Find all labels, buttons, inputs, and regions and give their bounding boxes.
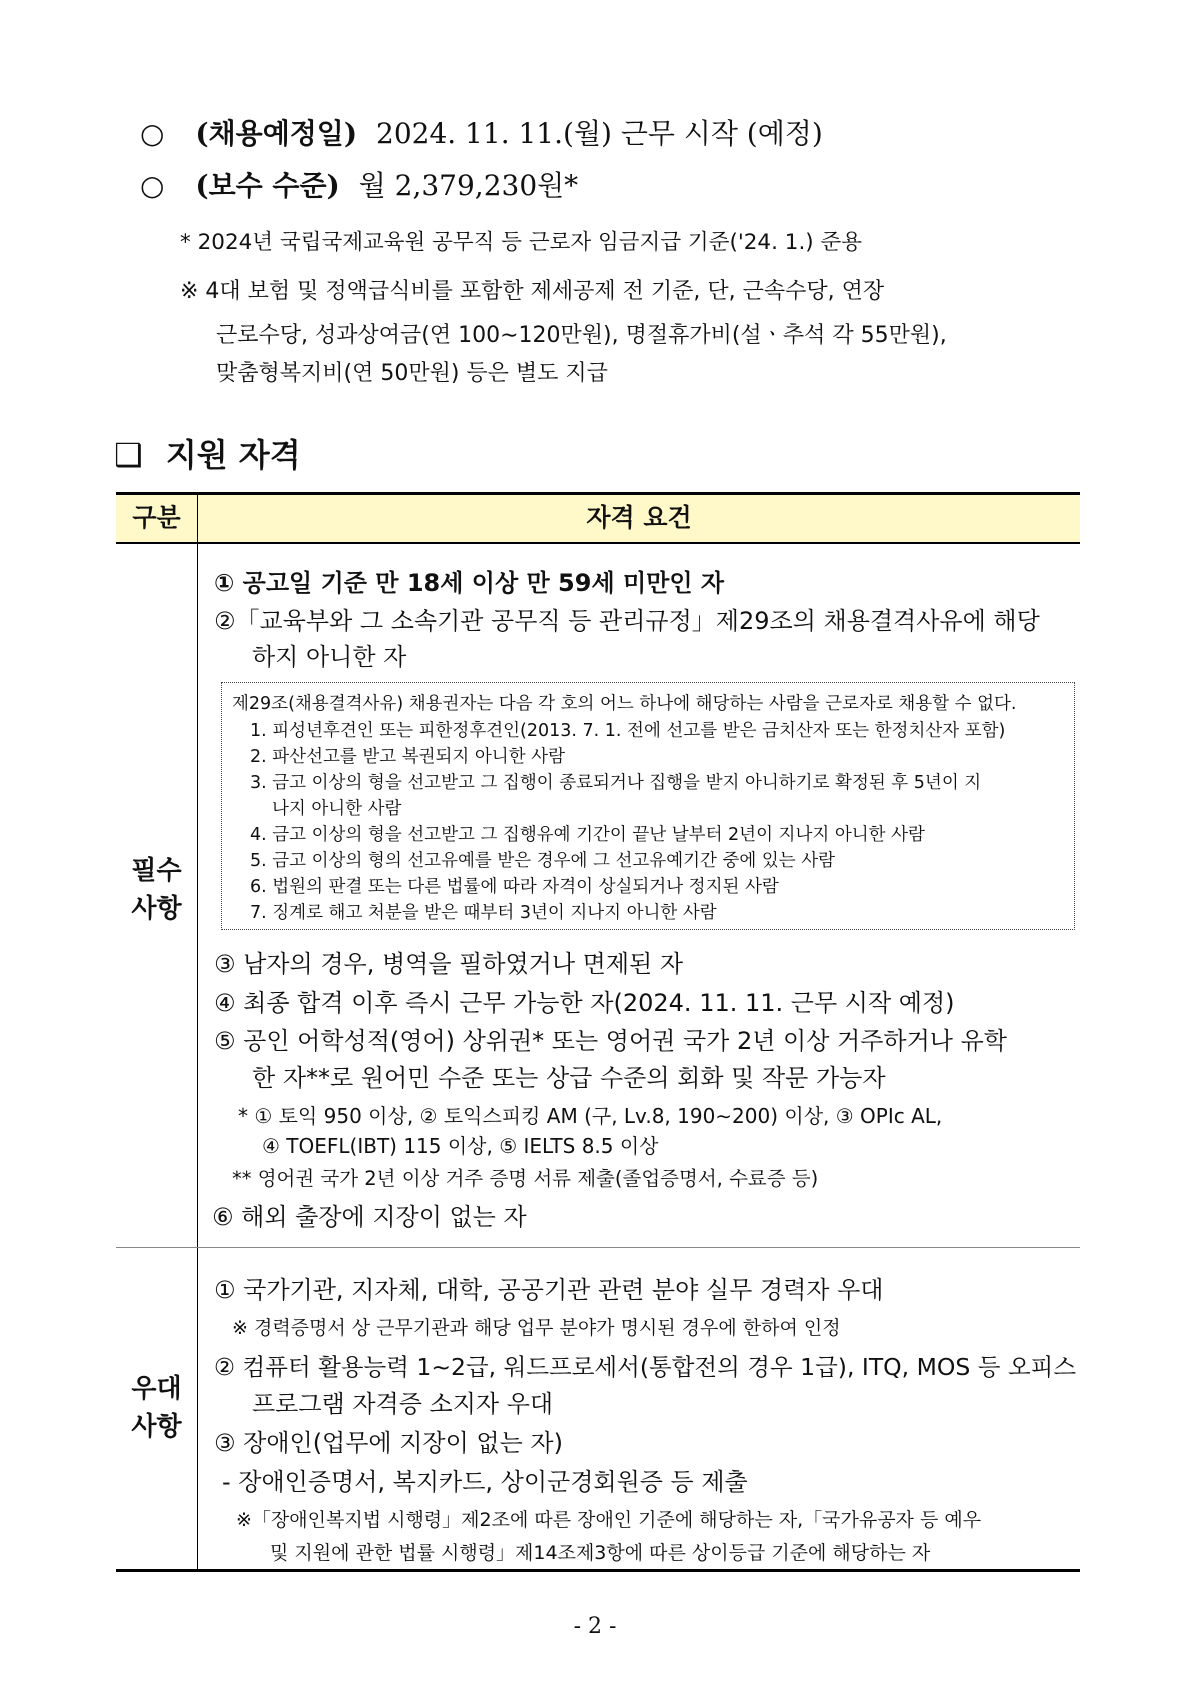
article-29-title: 제29조(채용결격사유) 채용권자는 다음 각 호의 어느 하나에 해당하는 사람을 근로자로 채용할 수 없다. (232, 694, 1017, 714)
bullet-circle: ○ (140, 117, 165, 150)
preferred-item-3-sub: - 장애인증명서, 복지카드, 상이군경회원증 등 제출 (222, 1468, 748, 1496)
hiring-date-line (140, 112, 823, 152)
article-29-clause-3-line2: 나지 아니한 사람 (272, 799, 402, 819)
career-proof-note: ※ 경력증명서 상 근무기관과 해당 업무 분야가 명시된 경우에 한하여 인정 (232, 1317, 841, 1339)
article-29-clause-2: 2. 파산선고를 받고 복권되지 아니한 사람 (250, 747, 565, 767)
disability-note-line1: ※「장애인복지법 시행령」제2조에 따른 장애인 기준에 해당하는 자,「국가유공자 등 예우 (236, 1509, 982, 1531)
required-label-line2: 사항 (131, 894, 182, 924)
checkbox-square-icon: ❑ (114, 436, 143, 474)
column-divider (197, 495, 198, 1572)
required-item-5-line1: ⑤ 공인 어학성적(영어) 상위권* 또는 영어권 국가 2년 이상 거주하거나 유학 (214, 1027, 1007, 1055)
required-item-5-line2: 한 자**로 원어민 수준 또는 상급 수준의 회화 및 작문 가능자 (252, 1064, 886, 1092)
article-29-clause-4: 4. 금고 이상의 형을 선고받고 그 집행유예 기간이 끝난 날부터 2년이 지나지 아니한 사람 (250, 825, 925, 845)
salary-note-2-line2: 근로수당, 성과상여금(연 100∼120만원), 명절휴가비(설ㆍ추석 각 55만원), (216, 323, 947, 348)
table-bottom-border (116, 1569, 1080, 1572)
article-29-clause-6: 6. 법원의 판결 또는 다른 법률에 따라 자격이 상실되거나 정지된 사람 (250, 877, 779, 897)
language-score-note-line1: * ① 토익 950 이상, ② 토익스피킹 AM (구, Lv.8, 190∼200) 이상, ③ OPIc AL, (238, 1104, 943, 1128)
salary-note: * 2024년 국립국제교육원 공무직 등 근로자 임금지급 기준('24. 1.) 준용 (180, 230, 863, 255)
header-category: 구분 (132, 503, 181, 532)
preferred-item-2-line1: ② 컴퓨터 활용능력 1~2급, 워드프로세서(통합전의 경우 1급), ITQ, MOS 등 오피스 (214, 1353, 1077, 1381)
salary-note-2-line3: 맞춤형복지비(연 50만원) 등은 별도 지급 (216, 361, 608, 386)
section-heading (114, 430, 301, 476)
hiring-date-label: (채용예정일) (195, 117, 358, 150)
preferred-label (116, 1370, 197, 1446)
salary-note-2-line1: ※ 4대 보험 및 정액급식비를 포함한 제세공제 전 기준, 단, 근속수당, 연장 (180, 279, 885, 304)
disability-note-line2: 및 지원에 관한 법률 시행령」제14조제3항에 따른 상이등급 기준에 해당하는 자 (270, 1542, 931, 1564)
salary-label: (보수 수준) (195, 169, 340, 202)
preferred-item-1: ① 국가기관, 지자체, 대학, 공공기관 관련 분야 실무 경력자 우대 (214, 1276, 884, 1304)
section-title: 지원 자격 (165, 436, 301, 474)
article-29-clause-7: 7. 징계로 해고 처분을 받은 때부터 3년이 지나지 아니한 사람 (250, 903, 717, 923)
residence-proof-note: ** 영어권 국가 2년 이상 거주 증명 서류 제출(졸업증명서, 수료증 등) (232, 1167, 819, 1190)
header-requirements: 자격 요건 (586, 503, 692, 532)
language-score-note-line2: ④ TOEFL(IBT) 115 이상, ⑤ IELTS 8.5 이상 (262, 1134, 659, 1158)
required-item-4: ④ 최종 합격 이후 즉시 근무 가능한 자(2024. 11. 11. 근무 시작 예정) (214, 989, 955, 1017)
required-item-2-line2: 하지 아니한 자 (252, 643, 407, 671)
salary-line (140, 164, 578, 204)
article-29-clause-1: 1. 피성년후견인 또는 피한정후견인(2013. 7. 1. 전에 선고를 받은 금치산자 또는 한정치산자 포함) (250, 721, 1006, 741)
preferred-item-2-line2: 프로그램 자격증 소지자 우대 (252, 1390, 554, 1418)
required-item-6: ⑥ 해외 출장에 지장이 없는 자 (212, 1203, 527, 1231)
required-item-1: ① 공고일 기준 만 18세 이상 만 59세 미만인 자 (214, 569, 725, 597)
preferred-label-line1: 우대 (131, 1374, 182, 1404)
row-divider (116, 1247, 1080, 1248)
required-item-3: ③ 남자의 경우, 병역을 필하였거나 면제된 자 (214, 950, 684, 978)
table-header-row (116, 495, 1080, 544)
preferred-label-line2: 사항 (131, 1412, 182, 1442)
hiring-date-value: 2024. 11. 11.(월) 근무 시작 (예정) (376, 117, 823, 150)
required-label-line1: 필수 (131, 856, 182, 886)
article-29-clause-3-line1: 3. 금고 이상의 형을 선고받고 그 집행이 종료되거나 집행을 받지 아니하기로 확정된 후 5년이 지 (250, 773, 982, 793)
required-label (116, 852, 197, 928)
required-item-2-line1: ②「교육부와 그 소속기관 공무직 등 관리규정」제29조의 채용결격사유에 해당 (214, 607, 1040, 635)
bullet-circle: ○ (140, 169, 165, 202)
page-number: - 2 - (573, 1614, 617, 1639)
article-29-clause-5: 5. 금고 이상의 형의 선고유예를 받은 경우에 그 선고유예기간 중에 있는 사람 (250, 851, 836, 871)
salary-value: 월 2,379,230원* (358, 169, 579, 202)
preferred-item-3: ③ 장애인(업무에 지장이 없는 자) (214, 1429, 563, 1457)
